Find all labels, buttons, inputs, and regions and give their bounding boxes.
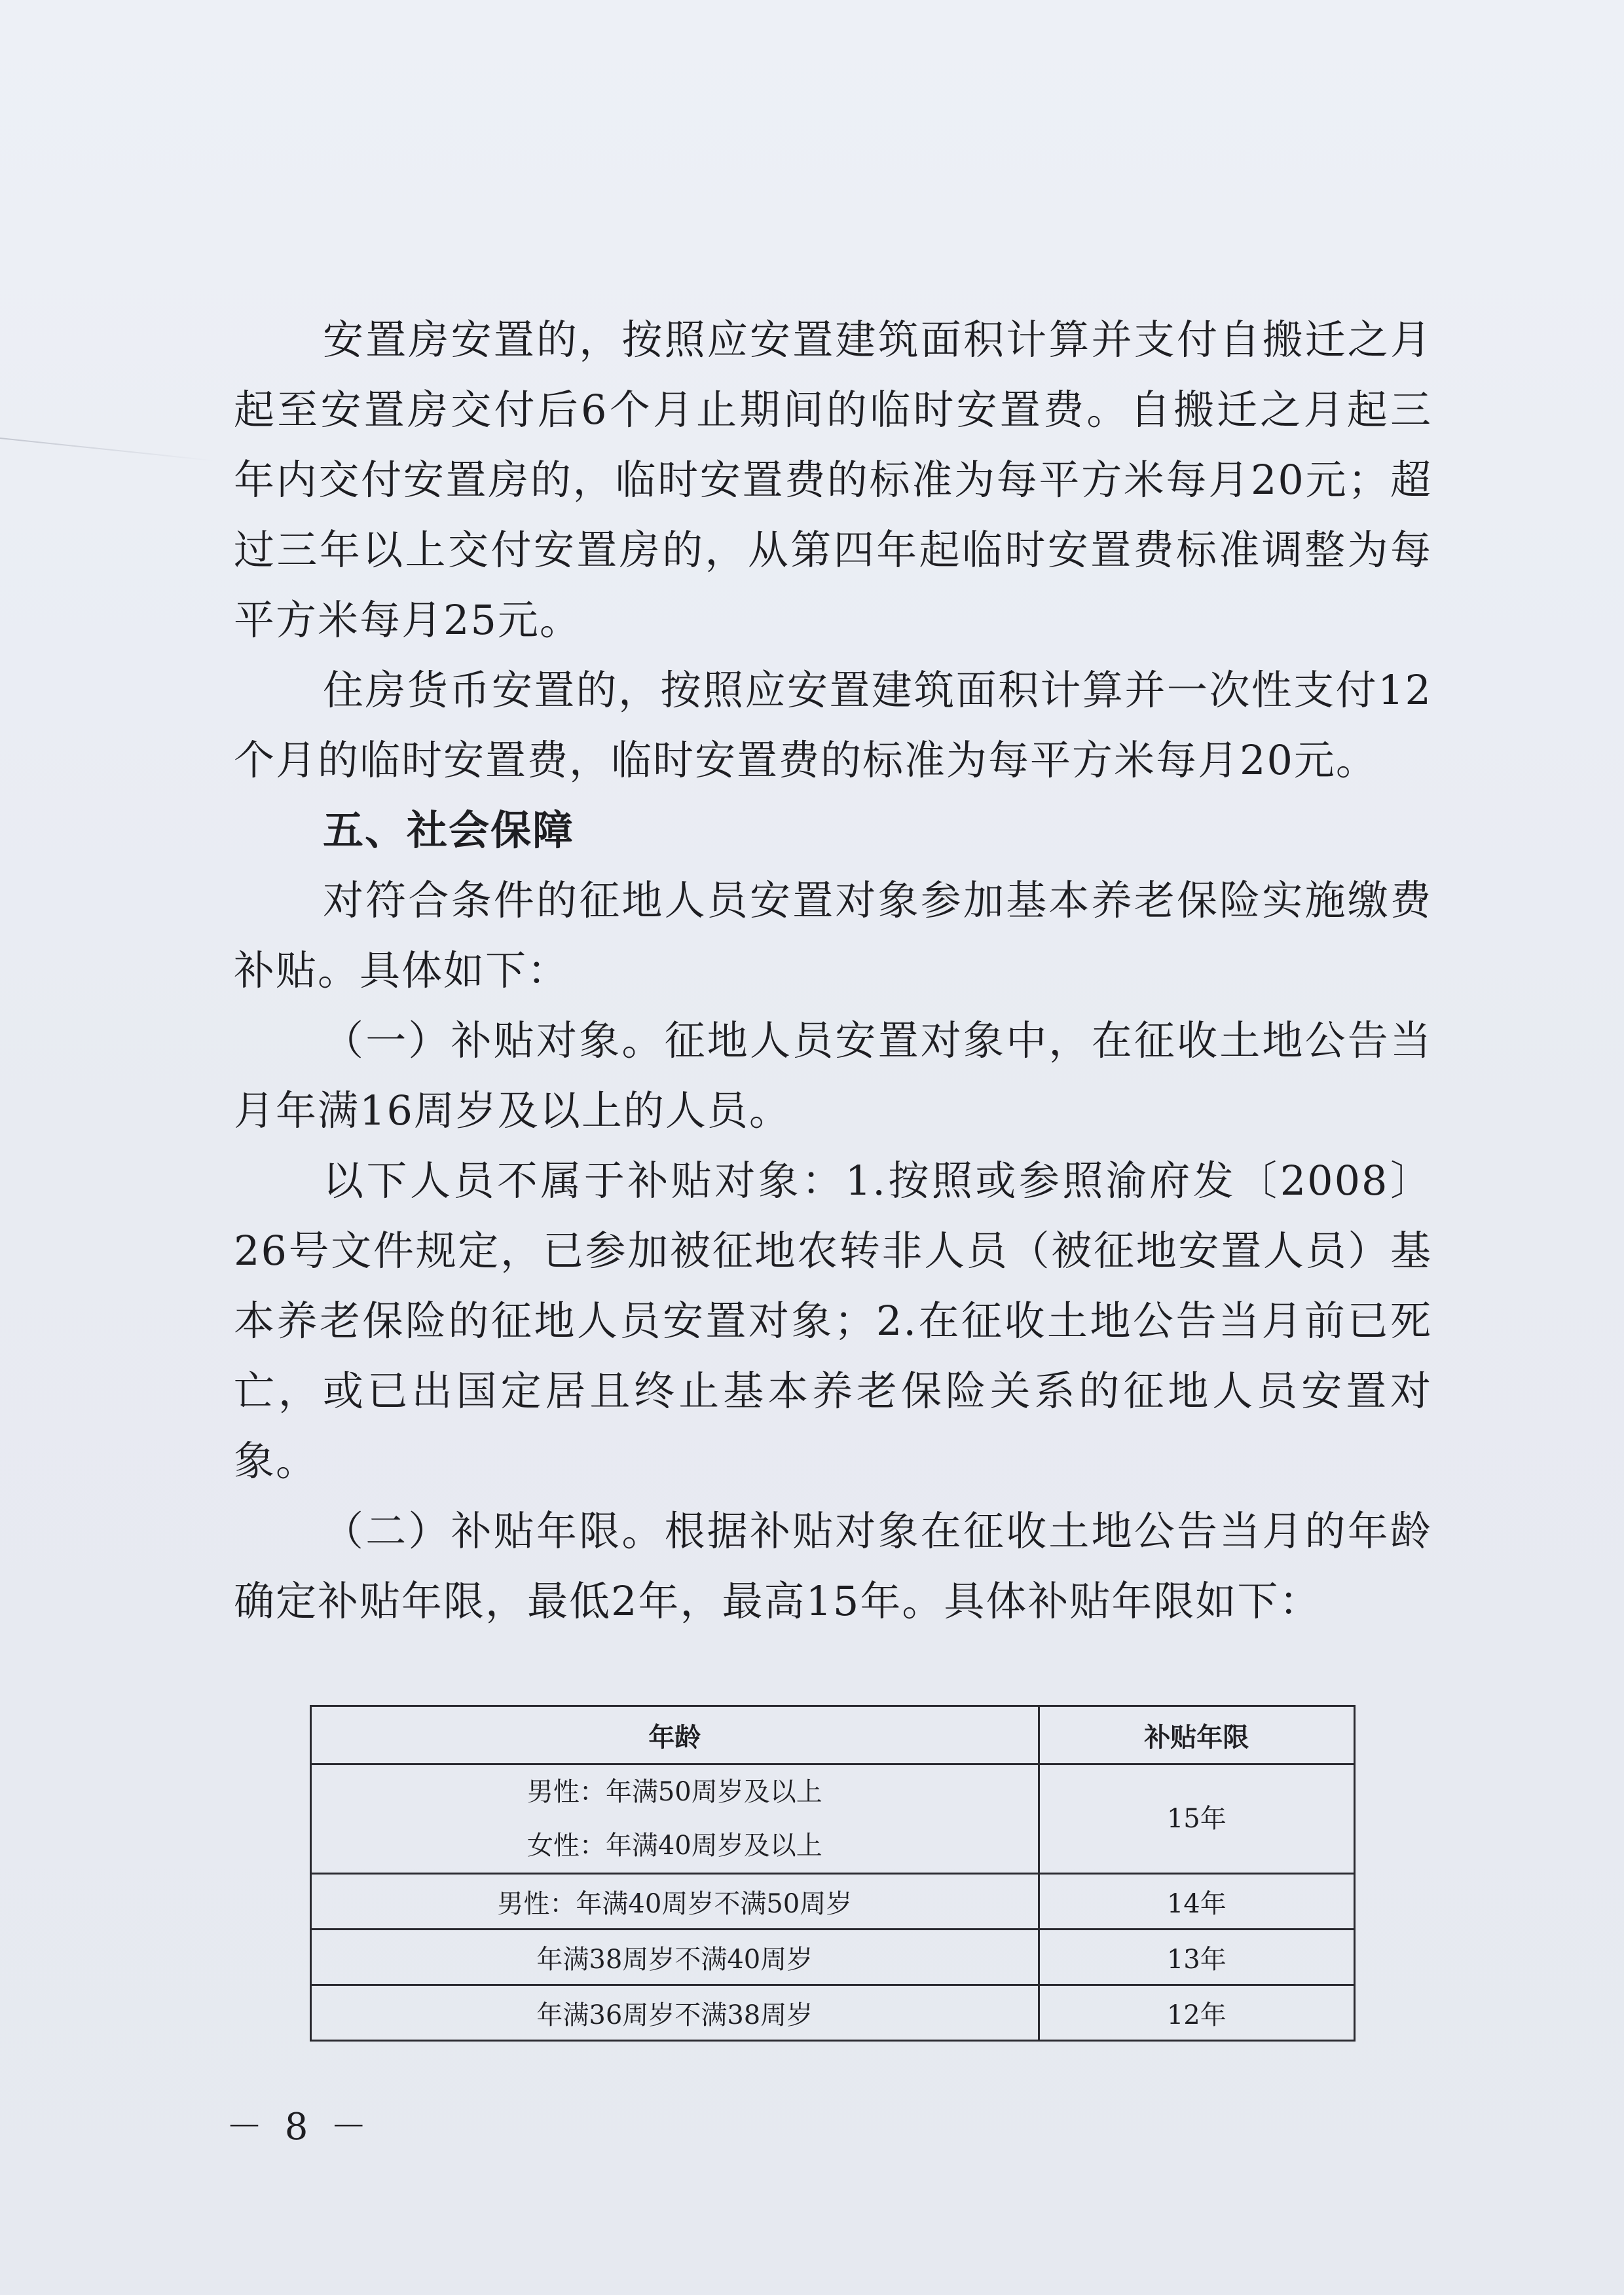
table-header-years: 补贴年限 <box>1039 1706 1354 1764</box>
table-cell-years: 15年 <box>1039 1764 1354 1874</box>
paragraph-temporary-housing-fee: 安置房安置的，按照应安置建筑面积计算并支付自搬迁之月起至安置房交付后6个月止期间的临时安置费。自搬迁之月起三年内交付安置房的，临时安置费的标准为每平方米每月20元；超过三年以上交付安置房的，从第四年起临时安置费标准调整为每平方米每月25元。 <box>234 316 1432 644</box>
paragraph-subsidy-targets: （一）补贴对象。征地人员安置对象中，在征收土地公告当月年满16周岁及以上的人员。 <box>234 1017 1432 1134</box>
table-cell-age: 年满38周岁不满40周岁 <box>311 1930 1039 1985</box>
table-cell-age: 年满36周岁不满38周岁 <box>311 1985 1039 2041</box>
paragraph-monetary-housing: 住房货币安置的，按照应安置建筑面积计算并一次性支付12个月的临时安置费，临时安置费的标准为每平方米每月20元。 <box>234 666 1432 784</box>
table-row <box>311 1764 1355 1874</box>
table-cell-years: 13年 <box>1039 1930 1354 1985</box>
paper-fold-mark <box>0 438 215 461</box>
table-row <box>311 1985 1355 2041</box>
subsidy-period-table <box>310 1705 1356 2042</box>
table-header-age: 年龄 <box>311 1706 1039 1764</box>
table-header-row <box>311 1706 1355 1764</box>
table-cell-years: 12年 <box>1039 1985 1354 2041</box>
table-row <box>311 1874 1355 1930</box>
age-line-male: 男性：年满50周岁及以上 <box>526 1777 822 1807</box>
paragraph-subsidy-intro: 对符合条件的征地人员安置对象参加基本养老保险实施缴费补贴。具体如下： <box>234 876 1432 994</box>
age-line-female: 女性：年满40周岁及以上 <box>526 1831 822 1861</box>
page-number: － 8 － <box>226 2106 373 2148</box>
paragraph-subsidy-period: （二）补贴年限。根据补贴对象在征收土地公告当月的年龄确定补贴年限，最低2年，最高15年。具体补贴年限如下： <box>234 1507 1432 1625</box>
table-cell-age <box>311 1764 1039 1874</box>
table-row <box>311 1930 1355 1985</box>
table-cell-years: 14年 <box>1039 1874 1354 1930</box>
table-cell-age: 男性：年满40周岁不满50周岁 <box>311 1874 1039 1930</box>
paragraph-exclusions: 以下人员不属于补贴对象：1.按照或参照渝府发〔2008〕26号文件规定，已参加被征地农转非人员（被征地安置人员）基本养老保险的征地人员安置对象；2.在征收土地公告当月前已死亡，或已出国定居且终止基本养老保险关系的征地人员安置对象。 <box>234 1157 1432 1485</box>
document-body <box>234 305 1432 1636</box>
section-heading-social-security: 五、社会保障 <box>323 806 575 854</box>
